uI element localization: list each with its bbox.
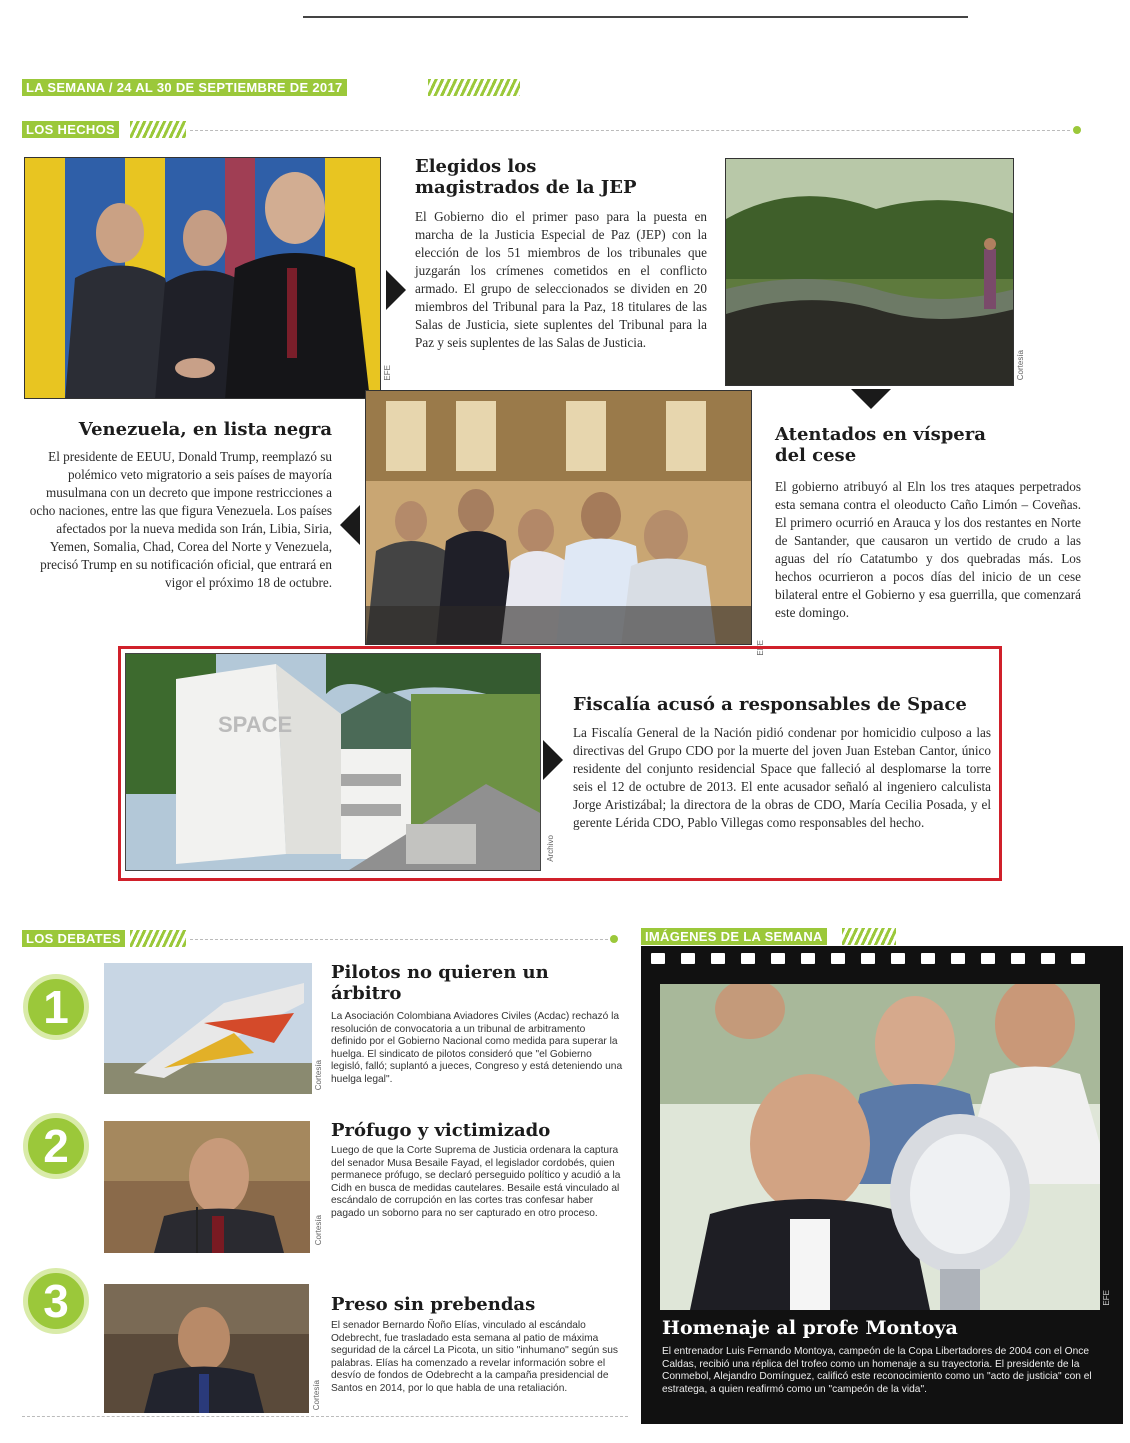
- debate-2-photo-illustration: [104, 1121, 310, 1253]
- montoya-headline: Homenaje al profe Montoya: [662, 1317, 958, 1339]
- jep-photo: [24, 157, 381, 399]
- debate-1-photo-illustration: [104, 963, 312, 1094]
- section-hechos-hatch: [130, 121, 186, 138]
- sprocket: [861, 953, 875, 964]
- section-title-debates: LOS DEBATES: [22, 930, 125, 947]
- jep-photo-credit: EFE: [383, 365, 392, 381]
- space-building-sign: SPACE: [218, 712, 293, 737]
- atentados-headline: Atentados en víspera del cese: [775, 424, 986, 466]
- debate-3-photo-credit: Cortesía: [312, 1380, 321, 1411]
- venezuela-pointer-arrow: [340, 505, 360, 545]
- river-photo-illustration: [726, 159, 1014, 386]
- debate-3-headline: Preso sin prebendas: [331, 1294, 536, 1315]
- montoya-photo-illustration: [660, 984, 1100, 1310]
- debate-2-headline: Prófugo y victimizado: [331, 1120, 551, 1141]
- montoya-photo-credit: EFE: [1102, 1290, 1111, 1306]
- section-title-imagenes: IMÁGENES DE LA SEMANA: [641, 928, 827, 945]
- sprocket: [681, 953, 695, 964]
- river-photo: [725, 158, 1014, 386]
- debate-number-3: 3: [23, 1268, 89, 1334]
- debate-2-photo-credit: Cortesía: [314, 1215, 323, 1246]
- debate-number-1: 1: [23, 974, 89, 1040]
- top-rule: [303, 16, 968, 18]
- debate-3-photo: [104, 1284, 309, 1413]
- river-pointer-arrow: [851, 389, 891, 409]
- debate-2-photo: [104, 1121, 310, 1253]
- debate-3-photo-illustration: [104, 1284, 309, 1413]
- sprocket: [771, 953, 785, 964]
- space-pointer-arrow: [543, 740, 563, 780]
- space-photo-illustration: [126, 654, 541, 871]
- venezuela-photo-illustration: [366, 391, 752, 645]
- sprocket-row: [651, 953, 1085, 964]
- space-headline: Fiscalía acusó a responsables de Space: [573, 694, 967, 715]
- venezuela-photo: [365, 390, 752, 645]
- sprocket: [981, 953, 995, 964]
- section-debates-hatch: [130, 930, 186, 947]
- space-photo-credit: Archivo: [546, 835, 555, 862]
- debate-2-body: Luego de que la Corte Suprema de Justicia ordenara la captura del senador Musa Besaile Fayad, el legislador cordobés, quien permanece prófugo, se declaró perseguido político y acudió a la Cidh en busca de medidas cautelares. Besaile está vinculado al escándalo de corrupción en las cortes tras confesar haber pagado un soborno para no ser capturado en otro proceso.: [331, 1145, 621, 1219]
- section-debates-rule: [190, 939, 608, 940]
- jep-body: El Gobierno dio el primer paso para la puesta en marcha de la Justicia Especial de Paz (JEP) con la elección de los 51 miembros de los tribunales que juzgarán los crímenes cometidos en el conflicto armado. El grupo de seleccionados se dividen en 20 miembros del Tribunal para la Paz, 18 titulares de las Salas de Justicia, siete suplentes del Tribunal para la Paz y seis suplentes de las Salas de Justicia.: [415, 209, 707, 350]
- section-imagenes-hatch: [842, 928, 896, 945]
- space-body: La Fiscalía General de la Nación pidió condenar por homicidio culposo a las directivas del Grupo CDO por la muerte del joven Juan Esteban Cantor, único residente del conjunto residencial Space que falleció al desplomarse la torre seis el 12 de octubre de 2013. El ente acusador señaló al ingeniero calculista Jorge Aristizábal; la directora de la obras de CDO, María Cecilia Posada, y el gerente Lérida CDO, Pablo Villegas como responsables del hecho.: [573, 725, 991, 830]
- venezuela-body: El presidente de EEUU, Donald Trump, reemplazó su polémico veto migratorio a seis países de mayoría musulmana con un decreto que impone restricciones a ocho naciones, entre las que figura Venezuela. Los países afectados por la nueva medida son Irán, Libia, Siria, Yemen, Somalia, Chad, Corea del Norte y Venezuela, precisó Trump en su notificación oficial, que entrará en vigor el próximo 18 de octubre.: [29, 449, 332, 590]
- venezuela-photo-credit: EFE: [756, 640, 765, 656]
- sprocket: [831, 953, 845, 964]
- sprocket: [1041, 953, 1055, 964]
- montoya-body: El entrenador Luis Fernando Montoya, campeón de la Copa Libertadores de 2004 con el Once Caldas, recibió una réplica del trofeo como un homenaje a su trayectoria. El presidente de la Conmebol, Alejandro Domínguez, calificó este reconocimiento como un "acto de justicia" con el estratega, a quien reafirmó como un "campeón de la vida".: [662, 1346, 1092, 1395]
- issue-header-hatch: [428, 79, 520, 96]
- space-photo: [125, 653, 541, 871]
- jep-headline: Elegidos los magistrados de la JEP: [415, 156, 637, 198]
- section-hechos-dot: [1073, 126, 1081, 134]
- montoya-photo: [660, 984, 1100, 1310]
- section-debates-dot: [610, 935, 618, 943]
- debate-1-photo: [104, 963, 312, 1094]
- jep-photo-illustration: [25, 158, 381, 399]
- debates-bottom-rule: [22, 1416, 628, 1417]
- river-photo-credit: Cortesía: [1016, 350, 1025, 381]
- debate-3-body: El senador Bernardo Ñoño Elías, vinculado al escándalo Odebrecht, fue trasladado esta semana al patio de máxima seguridad de la cárcel La Picota, un sitio "inhumano" según sus palabras. Elías ha comenzado a revelar información sobre el desvío de fondos de Odebrecht a la campaña presidencial de Santos en 2014, por lo que habla de una retaliación.: [331, 1320, 618, 1394]
- sprocket: [1071, 953, 1085, 964]
- sprocket: [651, 953, 665, 964]
- sprocket: [711, 953, 725, 964]
- sprocket: [891, 953, 905, 964]
- issue-header: LA SEMANA / 24 AL 30 DE SEPTIEMBRE DE 2017: [22, 79, 347, 96]
- jep-pointer-arrow: [386, 270, 406, 310]
- debate-number-2: 2: [23, 1113, 89, 1179]
- venezuela-headline: Venezuela, en lista negra: [78, 419, 332, 440]
- debate-1-body: La Asociación Colombiana Aviadores Civiles (Acdac) rechazó la resolución de convocatoria a un tribunal de arbitramento definido por el Gobierno Nacional como medida para superar la huelga. El sindicato de pilotos consideró que "el Gobierno legisló, falló; suplantó a jueces, Congreso y está deteniendo una huelga legal".: [331, 1011, 623, 1085]
- debate-1-headline: Pilotos no quieren un árbitro: [331, 962, 549, 1004]
- debate-1-photo-credit: Cortesía: [314, 1060, 323, 1091]
- section-title-hechos: LOS HECHOS: [22, 121, 119, 138]
- sprocket: [951, 953, 965, 964]
- section-hechos-rule: [190, 130, 1070, 131]
- sprocket: [801, 953, 815, 964]
- sprocket: [1011, 953, 1025, 964]
- sprocket: [741, 953, 755, 964]
- atentados-body: El gobierno atribuyó al Eln los tres ataques perpetrados esta semana contra el oleoducto Caño Limón – Coveñas. El primero ocurrió en Arauca y los dos restantes en Norte de Santander, que causaron un vertido de crudo a las aguas del río Catatumbo y dos quebradas más. Los hechos ocurrieron a pocos días del inicio de un cese bilateral entre el Gobierno y esa guerrilla, que comenzará este domingo.: [775, 479, 1081, 620]
- sprocket: [921, 953, 935, 964]
